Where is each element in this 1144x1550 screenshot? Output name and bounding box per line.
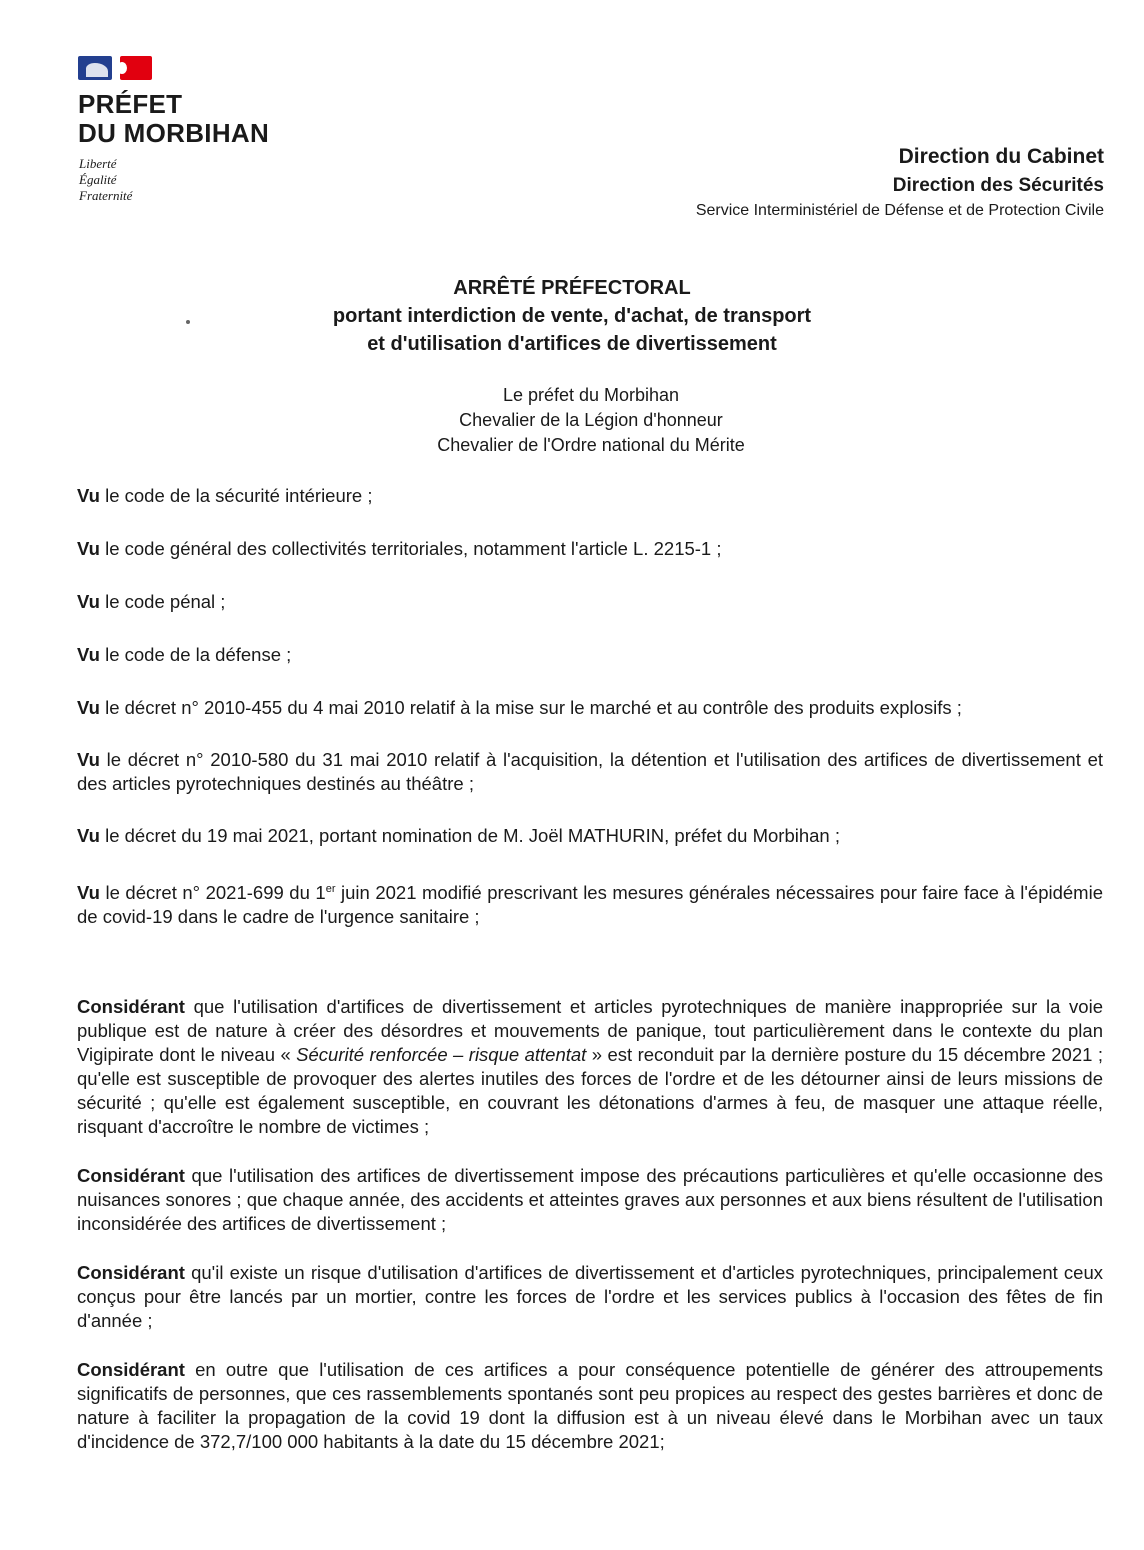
vu-lead: Vu — [77, 538, 100, 559]
prefet-title — [78, 90, 269, 148]
considerant-paragraph — [77, 1164, 1103, 1236]
vu-lead: Vu — [77, 749, 100, 770]
vu-paragraph — [77, 643, 1103, 667]
considerant-paragraph — [77, 995, 1103, 1139]
vu-text: le code pénal ; — [99, 591, 226, 612]
motto-fraternite: Fraternité — [79, 188, 133, 203]
considerant-text: qu'il existe un risque d'utilisation d'artifices de divertissement et d'articles pyrotechniques, principalement ceux conçus pour être lancés par un mortier, contre les forces de l'ordre et les services publics à l'occasion des fêtes de fin d'année ; — [77, 1262, 1103, 1332]
vu-paragraph — [77, 824, 1103, 848]
decree-title-line-1: ARRÊTÉ PRÉFECTORAL — [453, 277, 691, 299]
authority-line-1: Le préfet du Morbihan — [502, 385, 680, 405]
decree-title — [0, 274, 1144, 358]
vu-lead: Vu — [77, 485, 100, 506]
authority-block — [0, 383, 1144, 458]
vu-text: le code de la défense ; — [99, 644, 292, 665]
authority-line-3: Chevalier de l'Ordre national du Mérite — [437, 435, 745, 455]
vu-text: le décret n° 2010-455 du 4 mai 2010 relatif à la mise sur le marché et au contrôle des produits explosifs ; — [99, 697, 962, 718]
considerant-text: que l'utilisation des artifices de divertissement impose des précautions particulières et qu'elle occasionne des nuisances sonores ; que chaque année, des accidents et atteintes graves aux personnes et aux biens résultent de l'utilisation inconsidérée des artifices de divertissement ; — [77, 1165, 1103, 1235]
motto-egalite: Égalité — [79, 172, 117, 187]
decree-title-line-2: portant interdiction de vente, d'achat, de transport — [332, 305, 812, 327]
vu-text: le décret du 19 mai 2021, portant nomination de M. Joël MATHURIN, préfet du Morbihan ; — [99, 825, 840, 846]
considerant-text-continued: » est reconduit par la dernière posture du 15 décembre 2021 ; qu'elle est susceptible de provoquer des alertes inutiles des forces de l'ordre et de les détourner ainsi de leurs missions de sécurité ; qu'elle est également susceptible, en couvrant les détonations d'armes à feu, de masquer une attaque réelle, risquant d'accroître le nombre de victimes ; — [77, 1044, 1103, 1138]
considerant-lead: Considérant — [77, 1359, 185, 1381]
vu-paragraph — [77, 748, 1103, 796]
vu-paragraph — [77, 877, 1103, 929]
vu-paragraph — [77, 537, 1103, 561]
authority-line-2: Chevalier de la Légion d'honneur — [459, 410, 723, 430]
vu-text: le code de la sécurité intérieure ; — [99, 485, 373, 506]
vu-lead: Vu — [77, 591, 100, 612]
vu-paragraph — [77, 484, 1103, 508]
considerant-text: que l'utilisation d'artifices de divertissement et articles pyrotechniques de manière inappropriée sur la voie publique est de nature à créer des désordres et mouvements de panique, tout particulièrement dans le contexte du plan Vigipirate dont le niveau « — [77, 996, 1103, 1066]
considerant-lead: Considérant — [77, 1262, 185, 1284]
motto-liberte: Liberté — [79, 156, 117, 171]
marianne-logo — [78, 56, 152, 80]
vu-lead: Vu — [77, 825, 100, 846]
vu-text: le décret n° 2010-580 du 31 mai 2010 relatif à l'acquisition, la détention et l'utilisation des artifices de divertissement et des articles pyrotechniques destinés au théâtre ; — [77, 749, 1103, 794]
considerant-paragraph — [77, 1261, 1103, 1333]
republic-motto — [79, 156, 132, 204]
considerant-paragraph — [77, 1358, 1103, 1454]
vigipirate-level: Sécurité renforcée – risque attentat — [296, 1044, 587, 1066]
vu-paragraph — [77, 590, 1103, 614]
vu-text-continued: juin 2021 modifié prescrivant les mesures générales nécessaires pour faire face à l'épidémie de covid-19 dans le cadre de l'urgence sanitaire ; — [77, 882, 1103, 928]
scan-speck — [186, 320, 190, 324]
considerant-text: en outre que l'utilisation de ces artifices a pour conséquence potentielle de générer des attroupements significatifs de personnes, que ces rassemblements spontanés sont peu propices au respect des gestes barrières et donc de nature à faciliter la propagation de la covid 19 dont la diffusion est à un niveau élevé dans le Morbihan avec un taux d'incidence de 372,7/100 000 habitants à la date du 15 décembre 2021; — [77, 1359, 1103, 1453]
marianne-flag-icon — [78, 56, 152, 80]
vu-paragraph — [77, 696, 1103, 720]
service-sidpc: Service Interministériel de Défense et de Protection Civile — [695, 202, 1104, 219]
ordinal-superscript: er — [325, 883, 336, 895]
decree-body — [77, 484, 1103, 1479]
issuing-direction — [696, 142, 1104, 222]
direction-cabinet: Direction du Cabinet — [898, 145, 1104, 168]
considerant-lead: Considérant — [77, 996, 185, 1018]
direction-securites: Direction des Sécurités — [892, 175, 1104, 196]
prefet-line-1: PRÉFET — [78, 89, 183, 119]
vu-text: le décret n° 2021-699 du 1 — [99, 882, 326, 904]
vu-lead: Vu — [77, 644, 100, 665]
vu-text: le code général des collectivités territoriales, notamment l'article L. 2215-1 ; — [99, 538, 722, 559]
prefet-line-2: DU MORBIHAN — [78, 118, 270, 148]
vu-lead: Vu — [77, 882, 100, 904]
considerant-lead: Considérant — [77, 1165, 185, 1187]
vu-lead: Vu — [77, 697, 100, 718]
decree-title-line-3: et d'utilisation d'artifices de divertissement — [367, 333, 777, 355]
